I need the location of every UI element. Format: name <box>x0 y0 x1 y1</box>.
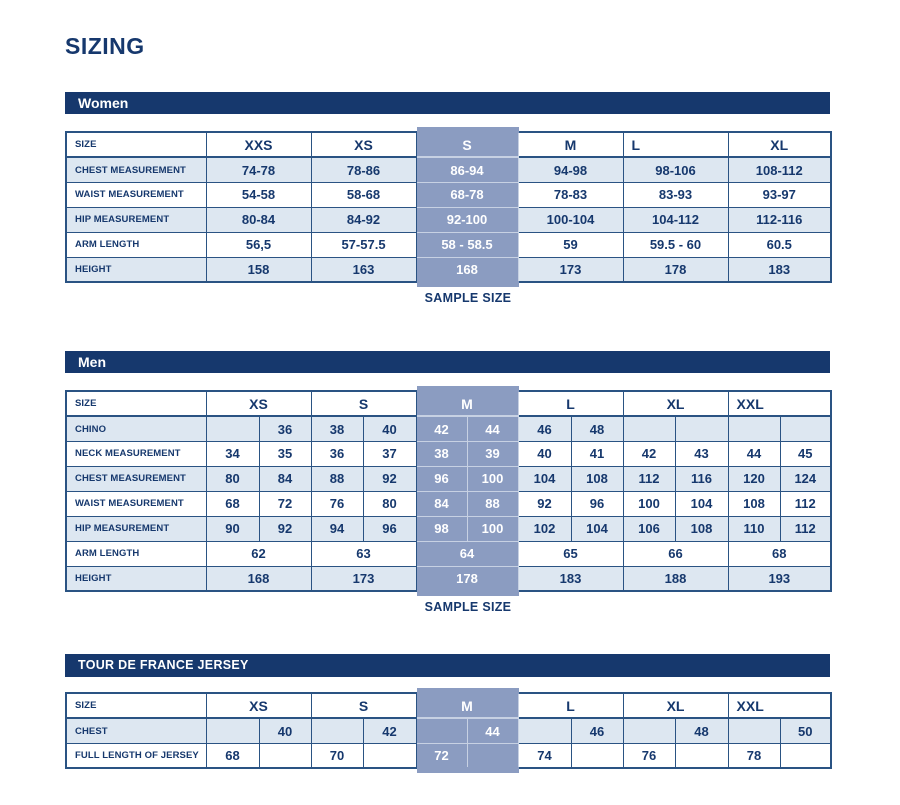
table-cell <box>780 743 831 768</box>
table-cell: 44 <box>728 441 780 466</box>
column-header-xs: XS <box>311 132 416 157</box>
table-cell: 104 <box>675 491 728 516</box>
table-cell: 168 <box>206 566 311 591</box>
table-row <box>66 743 831 768</box>
table-cell: 94-98 <box>518 157 623 182</box>
table-cell: 168 <box>416 257 518 282</box>
table-cell: 60.5 <box>728 232 831 257</box>
table-cell: 90 <box>206 516 259 541</box>
table-cell: 68 <box>206 743 259 768</box>
table-row <box>66 718 831 743</box>
column-header-l: L <box>518 391 623 416</box>
table-cell: 100 <box>623 491 675 516</box>
table-cell: 96 <box>571 491 623 516</box>
sample-size-label-men: SAMPLE SIZE <box>424 600 512 615</box>
table-cell: 92-100 <box>416 207 518 232</box>
section-header-men: Men <box>65 351 830 373</box>
table-cell: 188 <box>623 566 728 591</box>
table-cell: 37 <box>363 441 416 466</box>
women-sizing-table <box>65 131 832 283</box>
column-header-xxs: XXS <box>206 132 311 157</box>
header-row <box>66 391 831 416</box>
table-cell: 173 <box>311 566 416 591</box>
row-label: ARM LENGTH <box>66 541 206 566</box>
highlight-cap-bottom <box>417 590 519 596</box>
size-label: SIZE <box>66 693 206 718</box>
table-cell: 42 <box>416 416 467 441</box>
row-label: FULL LENGTH OF JERSEY <box>66 743 206 768</box>
table-cell: 48 <box>675 718 728 743</box>
column-header-s: S <box>416 132 518 157</box>
row-label: CHINO <box>66 416 206 441</box>
table-cell: 100 <box>467 466 518 491</box>
table-cell: 48 <box>571 416 623 441</box>
table-cell: 76 <box>311 491 363 516</box>
column-header-xxl: XXL <box>728 391 831 416</box>
size-label: SIZE <box>66 391 206 416</box>
table-cell: 59.5 - 60 <box>623 232 728 257</box>
table-cell: 36 <box>311 441 363 466</box>
table-cell: 80 <box>206 466 259 491</box>
table-cell <box>311 718 363 743</box>
sample-size-label-women: SAMPLE SIZE <box>424 291 512 306</box>
table-row <box>66 516 831 541</box>
table-cell: 70 <box>311 743 363 768</box>
table-cell: 193 <box>728 566 831 591</box>
table-cell: 72 <box>416 743 467 768</box>
table-cell: 72 <box>259 491 311 516</box>
section-header-jersey: TOUR DE FRANCE JERSEY <box>65 654 830 677</box>
table-cell: 112 <box>780 516 831 541</box>
header-row <box>66 693 831 718</box>
women-table-wrapper <box>65 131 830 283</box>
table-cell: 58 - 58.5 <box>416 232 518 257</box>
table-cell: 56,5 <box>206 232 311 257</box>
table-cell: 178 <box>416 566 518 591</box>
table-cell: 57-57.5 <box>311 232 416 257</box>
table-cell: 183 <box>518 566 623 591</box>
table-cell: 46 <box>571 718 623 743</box>
table-cell: 78-83 <box>518 182 623 207</box>
row-label: HIP MEASUREMENT <box>66 207 206 232</box>
table-cell: 38 <box>416 441 467 466</box>
table-cell: 40 <box>259 718 311 743</box>
row-label: CHEST MEASUREMENT <box>66 157 206 182</box>
table-row <box>66 232 831 257</box>
table-row <box>66 441 831 466</box>
highlight-cap-top <box>417 127 519 133</box>
table-cell: 44 <box>467 718 518 743</box>
table-cell <box>206 416 259 441</box>
table-cell: 98-106 <box>623 157 728 182</box>
column-header-xs: XS <box>206 391 311 416</box>
row-label: CHEST <box>66 718 206 743</box>
table-cell: 74-78 <box>206 157 311 182</box>
table-cell: 39 <box>467 441 518 466</box>
column-header-xl: XL <box>623 693 728 718</box>
table-cell: 40 <box>363 416 416 441</box>
table-cell <box>623 416 675 441</box>
table-row <box>66 466 831 491</box>
table-cell: 86-94 <box>416 157 518 182</box>
table-cell: 62 <box>206 541 311 566</box>
jersey-table-wrapper <box>65 692 830 769</box>
highlight-cap-top <box>417 688 519 694</box>
column-header-m: M <box>416 391 518 416</box>
table-cell: 106 <box>623 516 675 541</box>
table-cell: 93-97 <box>728 182 831 207</box>
column-header-xxl: XXL <box>728 693 831 718</box>
row-label: WAIST MEASUREMENT <box>66 182 206 207</box>
highlight-cap-bottom <box>417 767 519 773</box>
table-cell: 112 <box>623 466 675 491</box>
table-cell: 84 <box>416 491 467 516</box>
table-cell: 100-104 <box>518 207 623 232</box>
table-cell: 178 <box>623 257 728 282</box>
table-row <box>66 207 831 232</box>
table-cell: 110 <box>728 516 780 541</box>
row-label: HEIGHT <box>66 257 206 282</box>
table-cell: 50 <box>780 718 831 743</box>
table-row <box>66 566 831 591</box>
table-cell: 42 <box>623 441 675 466</box>
table-cell: 94 <box>311 516 363 541</box>
table-cell: 59 <box>518 232 623 257</box>
table-cell: 58-68 <box>311 182 416 207</box>
table-cell: 68-78 <box>416 182 518 207</box>
table-cell: 68 <box>728 541 831 566</box>
size-label: SIZE <box>66 132 206 157</box>
column-header-l: L <box>518 693 623 718</box>
row-label: CHEST MEASUREMENT <box>66 466 206 491</box>
row-label: NECK MEASUREMENT <box>66 441 206 466</box>
table-cell: 46 <box>518 416 571 441</box>
table-cell: 104-112 <box>623 207 728 232</box>
column-header-xl: XL <box>728 132 831 157</box>
table-cell: 44 <box>467 416 518 441</box>
table-cell: 40 <box>518 441 571 466</box>
table-cell: 102 <box>518 516 571 541</box>
table-cell: 42 <box>363 718 416 743</box>
table-cell <box>571 743 623 768</box>
table-cell: 78 <box>728 743 780 768</box>
table-cell: 43 <box>675 441 728 466</box>
table-cell <box>675 743 728 768</box>
table-cell <box>363 743 416 768</box>
table-cell: 36 <box>259 416 311 441</box>
table-cell: 38 <box>311 416 363 441</box>
table-cell: 41 <box>571 441 623 466</box>
table-cell: 84 <box>259 466 311 491</box>
table-cell: 108-112 <box>728 157 831 182</box>
table-row <box>66 182 831 207</box>
table-cell: 104 <box>518 466 571 491</box>
table-row <box>66 257 831 282</box>
table-cell <box>675 416 728 441</box>
column-header-m: M <box>518 132 623 157</box>
column-header-l: L <box>623 132 728 157</box>
row-label: HEIGHT <box>66 566 206 591</box>
table-cell: 98 <box>416 516 467 541</box>
table-cell <box>728 416 780 441</box>
table-cell: 65 <box>518 541 623 566</box>
row-label: HIP MEASUREMENT <box>66 516 206 541</box>
men-sizing-table <box>65 390 832 592</box>
table-cell: 100 <box>467 516 518 541</box>
men-table-wrapper <box>65 390 830 592</box>
table-cell: 116 <box>675 466 728 491</box>
table-cell: 163 <box>311 257 416 282</box>
column-header-xl: XL <box>623 391 728 416</box>
table-cell <box>467 743 518 768</box>
table-cell: 74 <box>518 743 571 768</box>
table-cell: 35 <box>259 441 311 466</box>
table-cell: 120 <box>728 466 780 491</box>
table-cell: 83-93 <box>623 182 728 207</box>
table-cell: 92 <box>259 516 311 541</box>
table-cell: 84-92 <box>311 207 416 232</box>
table-cell: 108 <box>675 516 728 541</box>
column-header-m: M <box>416 693 518 718</box>
column-header-xs: XS <box>206 693 311 718</box>
table-cell <box>728 718 780 743</box>
table-row <box>66 491 831 516</box>
header-row <box>66 132 831 157</box>
table-cell: 112 <box>780 491 831 516</box>
table-cell: 88 <box>311 466 363 491</box>
table-cell: 80 <box>363 491 416 516</box>
row-label: ARM LENGTH <box>66 232 206 257</box>
table-cell: 78-86 <box>311 157 416 182</box>
table-cell: 34 <box>206 441 259 466</box>
table-cell: 64 <box>416 541 518 566</box>
highlight-cap-bottom <box>417 281 519 287</box>
table-cell: 88 <box>467 491 518 516</box>
table-cell: 54-58 <box>206 182 311 207</box>
page-title: SIZING <box>65 33 145 59</box>
column-header-s: S <box>311 693 416 718</box>
table-cell: 76 <box>623 743 675 768</box>
table-cell: 92 <box>363 466 416 491</box>
table-cell <box>518 718 571 743</box>
table-cell: 183 <box>728 257 831 282</box>
table-cell: 124 <box>780 466 831 491</box>
table-cell: 92 <box>518 491 571 516</box>
row-label: WAIST MEASUREMENT <box>66 491 206 516</box>
section-header-women: Women <box>65 92 830 114</box>
table-cell: 104 <box>571 516 623 541</box>
table-cell: 108 <box>571 466 623 491</box>
table-cell: 80-84 <box>206 207 311 232</box>
table-cell: 63 <box>311 541 416 566</box>
table-row <box>66 157 831 182</box>
column-header-s: S <box>311 391 416 416</box>
table-cell <box>416 718 467 743</box>
highlight-cap-top <box>417 386 519 392</box>
table-row <box>66 541 831 566</box>
table-cell: 96 <box>416 466 467 491</box>
jersey-sizing-table <box>65 692 832 769</box>
table-cell: 96 <box>363 516 416 541</box>
table-cell <box>259 743 311 768</box>
table-cell <box>206 718 259 743</box>
table-row <box>66 416 831 441</box>
table-cell <box>623 718 675 743</box>
table-cell: 108 <box>728 491 780 516</box>
table-cell: 45 <box>780 441 831 466</box>
table-cell: 68 <box>206 491 259 516</box>
table-cell: 158 <box>206 257 311 282</box>
table-cell: 173 <box>518 257 623 282</box>
table-cell: 112-116 <box>728 207 831 232</box>
table-cell <box>780 416 831 441</box>
table-cell: 66 <box>623 541 728 566</box>
